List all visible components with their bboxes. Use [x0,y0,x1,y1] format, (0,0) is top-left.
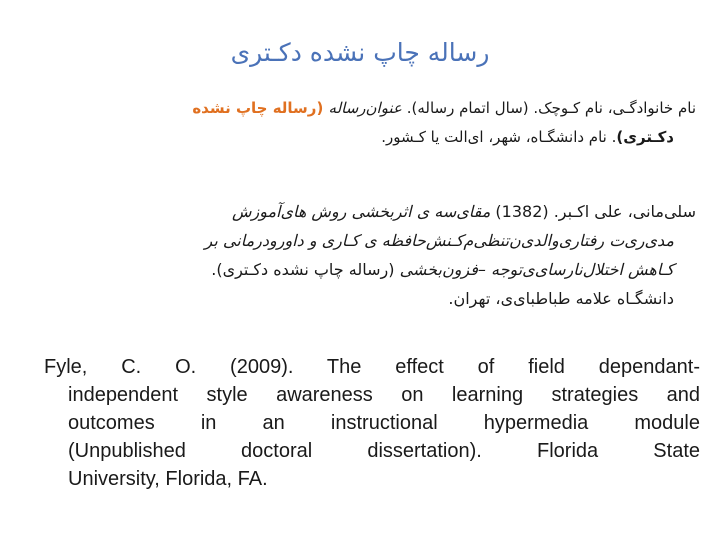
reference-template-type-bold: چاپ نشده [192,99,268,117]
reference-template-type-plain: (رساله [267,99,329,117]
reference-persian-line-3 [16,255,696,284]
reference-persian-example [16,197,696,313]
reference-template-line-1 [16,94,696,123]
reference-persian-line-1 [16,197,696,226]
reference-template-type-open [192,99,328,117]
reference-english-line-4: (Unpublished doctoral dissertation). Florida State [68,440,700,462]
reference-english-example [44,353,700,493]
reference-template-line-2 [16,123,696,152]
reference-template-type-close: دکـتری) [616,128,674,146]
reference-persian-type: (رساله چاپ نشده دکـتری). [211,260,400,279]
reference-persian-title-part-2: مدی‌ری‌ت رفتاری‌والدی‌ن‌تنظی‌م‌کـنش‌حافظه ی کـاری و داورودرمانی بر [204,231,674,250]
reference-english-line-3: outcomes in an instructional hypermedia module [68,412,700,434]
reference-english-line-5: University, Florida, FA. [68,468,268,490]
reference-english-line-2: independent style awareness on learning strategies and [68,384,700,406]
reference-template-author-year: نام خانوادگـی، نام کـوچک. (سال اتمام رساله). [401,99,696,117]
reference-persian-title-part-1: مقای‌سه ی اثربخشی روش های‌آموزش [231,202,491,221]
reference-template-title: عنوان‌رساله [328,99,402,117]
reference-persian-university: دانشگـاه علامه طباطبای‌ی، تهران. [448,289,674,308]
reference-persian-author-year: سلی‌مانی، علی اکـبر. (1382) [490,202,696,221]
reference-template [16,94,696,152]
reference-english-line-1: Fyle, C. O. (2009). The effect of field dependant- [44,356,700,378]
reference-template-publisher: . نام دانشگـاه، شهر، ای‌الت یا کـشور. [381,128,617,146]
slide-title: رساله چاپ نشده دکـتری [230,38,490,67]
reference-persian-title-part-3: کـاهش اختلال‌نارسای‌ی‌توجه –فزون‌بخشی [399,260,674,279]
